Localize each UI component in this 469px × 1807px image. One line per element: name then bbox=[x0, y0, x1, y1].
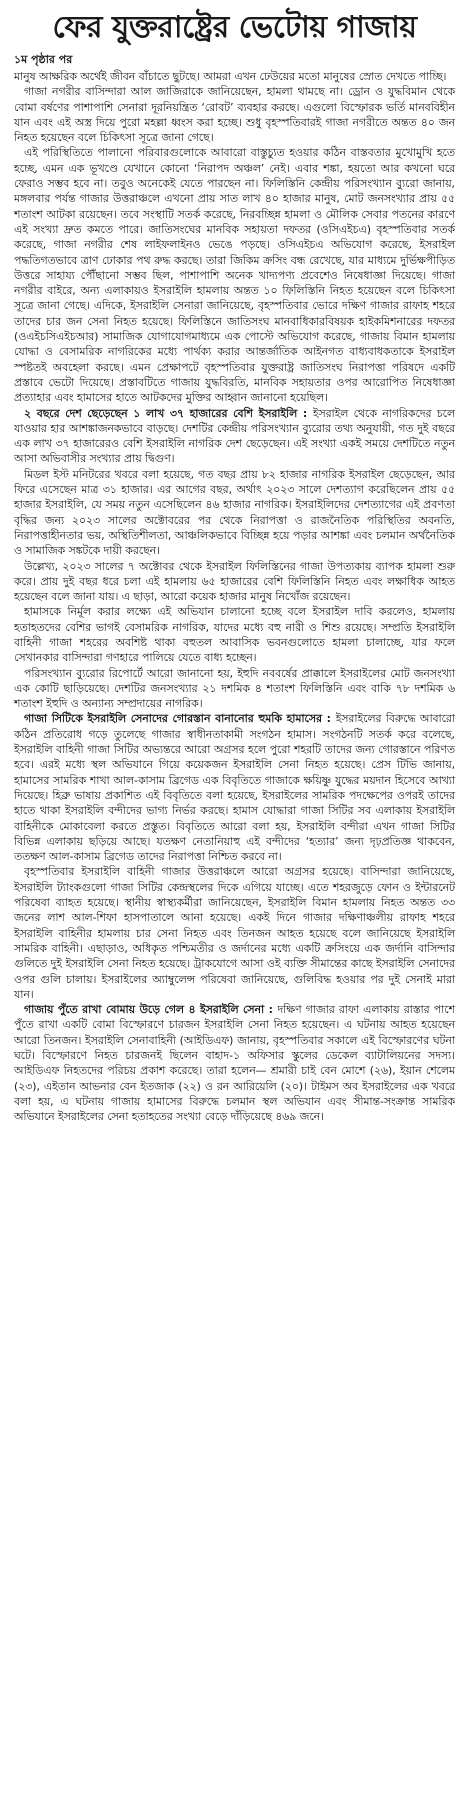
paragraph bbox=[14, 69, 455, 84]
paragraph-text: মিডল ইস্ট মনিটরের খবরে বলা হয়েছে, গত বছর প্রায় ৮২ হাজার নাগরিক ইসরাইল ছেড়েছেন, আর ফিরে এসেছেন মাত্র ৩১ হাজার। এর আগের বছর, অর্থাৎ ২০২৩ সালে দেশত্যাগ করেছিলেন প্রায় ৫৫ হাজার ইসরাইলি, যে সময় নতুন এসেছিলেন ৪৬ হাজার নাগরিক। ইসরাইলিদের দেশত্যাগের এই প্রবণতা বৃদ্ধির জন্য ২০২৩ সালের অক্টোবরের পর থেকে নিরাপত্তা ও রাজনৈতিক পরিস্থিতির অবনতি, নিরাপত্তাহীনতার ভয়, অস্থিতিশীলতা, আঞ্চলিকভাবে বিচ্ছিন্ন হয়ে পড়ার আশঙ্কা এবং চলমান অর্থনৈতিক ও সামাজিক সঙ্কটকে দায়ী করছেন। bbox=[14, 467, 455, 558]
paragraph-text: এই পরিস্থিতিতে পালানো পরিবারগুলোকে আবারো বাস্তুচ্যুত হওয়ার কঠিন বাস্তবতার মুখোমুখি হতে হচ্ছে, এমন এক ভূখণ্ডে যেখানে কোনো ‘নিরাপদ অঞ্চল’ নেই। এবার শঙ্কা, হয়তো আর কখনো ঘরে ফেরাও সম্ভব হবে না। তবুও অনেকেই যেতে পারছেন না। ফিলিস্তিনি কেন্দ্রীয় পরিসংখ্যান ব্যুরো জানায়, মঙ্গলবার পর্যন্ত গাজার উত্তরাঞ্চলে এখনো প্রায় সাত লাখ ৪০ হাজার মানুষ, মোট জনসংখ্যার প্রায় ৫৫ শতাংশ আটকা রয়েছেন। তবে সংস্থাটি সতর্ক করেছে, নিরবচ্ছিন্ন হামলা ও মৌলিক সেবার পতনের কারণে এই সংখ্যা দ্রুত কমতে পারে। জাতিসংঘের মানবিক সহায়তা দফতর (ওসিএইচএ) বৃহস্পতিবার সতর্ক করেছে, গাজা নগরীর শেষ লাইফলাইনও ভেঙে পড়ছে। ওসিএইচএ অভিযোগ করেছে, ইসরাইল পদ্ধতিগতভাবে ত্রাণ ঢোকার পথ রুদ্ধ করছে। তারা জিকিম ক্রসিং বন্ধ রেখেছে, যার মাধ্যমে দুর্ভিক্ষপীড়িত উত্তরে সাহায্য পৌঁছানো সম্ভব ছিল, পাশাপাশি অনেক খাদ্যপণ্য প্রবেশেও নিষেধাজ্ঞা দিয়েছে। গাজা নগরীর বাইরে, অন্য এলাকায়ও ইসরাইলি হামলায় অন্তত ১০ ফিলিস্তিনি নিহত হয়েছেন বলে চিকিৎসা সূত্রে জানা গেছে। এদিকে, ইসরাইলি সেনারা জানিয়েছে, বৃহস্পতিবার ভোরে দক্ষিণ গাজার রাফাহ শহরে তাদের চার জন সেনা নিহত হয়েছে। ফিলিস্তিনে জাতিসংঘ মানবাধিকারবিষয়ক হাইকমিশনারের দফতর (ওএইচসিএইচআর) সামাজিক যোগাযোগমাধ্যমে এক পোস্টে অভিযোগ করেছে, গাজায় বিমান হামলায় যোদ্ধা ও বেসামরিক নাগরিকের মধ্যে পার্থক্য করার আন্তর্জাতিক আইনগত বাধ্যবাধকতাকে ইসরাইল স্পষ্টতই অবহেলা করছে। এমন প্রেক্ষাপটে বৃহস্পতিবার যুক্তরাষ্ট্র জাতিসংঘ নিরাপত্তা পরিষদে একটি প্রস্তাবে ভেটো দিয়েছে। প্রস্তাবটিতে গাজায় যুদ্ধবিরতি, মানবিক সহায়তার ওপর আরোপিত নিষেধাজ্ঞা প্রত্যাহার এবং হামাসের হাতে আটকদের মুক্তির আহ্বান জানানো হয়েছিল। bbox=[14, 146, 455, 405]
article-body bbox=[14, 69, 455, 1124]
paragraph-text: মানুষ আক্ষরিক অর্থেই জীবন বাঁচাতে ছুটছে। আমরা এখন ঢেউয়ের মতো মানুষের স্রোত দেখতে পাচ্ছি। bbox=[14, 70, 447, 83]
section-subhead: গাজায় পুঁতে রাখা বোমায় উড়ে গেল ৪ ইসরাইলি সেনা : bbox=[24, 1003, 278, 1017]
paragraph bbox=[14, 711, 455, 864]
paragraph-text: গাজা নগরীর বাসিন্দারা আল জাজিরাকে জানিয়েছেন, হামলা থামছে না। ড্রোন ও যুদ্ধবিমান থেকে বোমা বর্ষণের পাশাপাশি সেনারা দূরনিয়ন্ত্রিত ‘রোবট’ ব্যবহার করছে। এগুলো বিস্ফোরক ভর্তি মানববিহীন যান এবং এই অস্ত্র দিয়ে পুরো মহল্লা ধ্বংস করা হচ্ছে। শুধু বৃহস্পতিবারই গাজা নগরীতে অন্তত ৪০ জন নিহত হয়েছেন বলে চিকিৎসা সূত্রে জানা গেছে। bbox=[14, 85, 455, 145]
paragraph bbox=[14, 84, 455, 145]
paragraph bbox=[14, 864, 455, 1002]
paragraph-text: পরিসংখ্যান ব্যুরোর রিপোর্টে আরো জানানো হয়, ইহুদি নববর্ষের প্রাক্কালে ইসরাইলের মোট জনসংখ্যা এক কোটি ছাড়িয়েছে। দেশটির জনসংখ্যার ২১ দশমিক ৪ শতাংশ ফিলিস্তিনি এবং বাকি ৭৮ দশমিক ৬ শতাংশ ইহুদি ও অন্যান্য সম্প্রদায়ের নাগরিক। bbox=[14, 666, 455, 711]
paragraph bbox=[14, 559, 455, 605]
headline: ফের যুক্তরাষ্ট্রের ভেটোয় গাজায় bbox=[52, 10, 417, 45]
section-subhead: গাজা সিটিকে ইসরাইলি সেনাদের গোরস্তান বানানোর হুমকি হামাসের : bbox=[24, 712, 336, 726]
paragraph bbox=[14, 145, 455, 405]
paragraph-text: বৃহস্পতিবার ইসরাইলি বাহিনী গাজার উত্তরাঞ্চলে আরো অগ্রসর হয়েছে। বাসিন্দারা জানিয়েছে, ইসরাইলি ট্যাংকগুলো গাজা সিটির কেন্দ্রস্থলের দিকে এগিয়ে যাচ্ছে। এতে শহরজুড়ে ফোন ও ইন্টারনেট পরিষেবা ব্যাহত হয়েছে। স্থানীয় স্বাস্থ্যকর্মীরা জানিয়েছেন, ইসরাইলি বিমান হামলায় নিহত অন্তত ৩৩ জনের লাশ আল-শিফা হাসপাতালে আনা হয়েছে। একই দিনে গাজার দক্ষিণাঞ্চলীয় রাফাহ শহরে ইসরাইলি বাহিনীর হামলায় চার সেনা নিহত এবং তিনজন আহত হয়েছে বলে জানিয়েছে ইসরাইলি সামরিক বাহিনী। এছাড়াও, অধিকৃত পশ্চিমতীর ও জর্দানের মধ্যে একটি ক্রসিংয়ে এক জর্দানি বাসিন্দার গুলিতে দুই ইসরাইলি সেনা নিহত হয়েছে। ট্রাকযোগে আসা ওই ব্যক্তি সীমান্তের কাছে ইসরাইলি সেনাদের ওপর গুলি চালায়। ইসরাইলের অ্যাম্বুলেন্স পরিষেবা জানিয়েছে, গুলিবিদ্ধ হওয়ার পর দুই সেনাই মারা যান। bbox=[14, 865, 455, 1001]
paragraph bbox=[14, 604, 455, 665]
paragraph-text: দক্ষিণ গাজার রাফা এলাকায় রাস্তার পাশে পুঁতে রাখা একটি বোমা বিস্ফোরণে চারজন ইসরাইলি সেনা নিহত হয়েছেন। এ ঘটনায় আহত হয়েছেন আরো তিনজন। ইসরাইলি সেনাবাহিনী (আইডিএফ) জানায়, বৃহস্পতিবার সকালে এই বিস্ফোরণের ঘটনা ঘটে। বিস্ফোরণে নিহত চারজনই ছিলেন বাহাদ-১ অফিসার স্কুলের ডেকেল ব্যাটালিয়নের সদস্য। আইডিএফ নিহতদের পরিচয় প্রকাশ করেছে। তারা হলেন— শ্রমারী চাই বেন মোশে (২৬), ইয়ান শেলেম (২৩), এইতান আভনার বেন ইতজাক (২২) ও রন আরিয়েলি (২০)। টাইমস অব ইসরাইলের এক খবরে বলা হয়, এ ঘটনায় গাজায় হামাসের বিরুদ্ধে চলমান স্থল অভিযান এবং সীমান্ত-সংক্রান্ত সামরিক অভিযানে ইসরাইলের সেনা হতাহতের সংখ্যা বেড়ে দাঁড়িয়েছে ৪৬৯ জনে। bbox=[14, 1003, 455, 1124]
continued-from-label: ১ম পৃষ্ঠার পর bbox=[14, 53, 73, 66]
paragraph-text: উল্লেখ্য, ২০২৩ সালের ৭ অক্টোবর থেকে ইসরাইল ফিলিস্তিনের গাজা উপত্যকায় ব্যাপক হামলা শুরু করে। প্রায় দুই বছর ধরে চলা এই হামলায় ৬৫ হাজারের বেশি ফিলিস্তিনি নিহত এবং লক্ষাধিক আহত হয়েছেন বলে জানা যায়। এ ছাড়া, আরো কয়েক হাজার মানুষ নিখোঁজ রয়েছেন। bbox=[14, 559, 455, 604]
paragraph-text: ইসরাইল থেকে নাগরিকদের চলে যাওয়ার হার আশঙ্কাজনকভাবে বাড়ছে। দেশটির কেন্দ্রীয় পরিসংখ্যান ব্যুরোর তথ্য অনুযায়ী, গত দুই বছরে এক লাখ ৩৭ হাজারেরও বেশি ইসরাইলি নাগরিক দেশ ছেড়েছেন। এই সংখ্যা একই সময়ে দেশটিতে নতুন আসা অভিবাসীর সংখ্যার প্রায় দ্বিগুণ। bbox=[14, 406, 455, 466]
section-subhead: ২ বছরে দেশ ছেড়েছেন ১ লাখ ৩৭ হাজারের বেশি ইসরাইলি : bbox=[24, 406, 313, 420]
paragraph bbox=[14, 406, 455, 467]
paragraph bbox=[14, 1002, 455, 1124]
paragraph bbox=[14, 666, 455, 712]
paragraph-text: হামাসকে নির্মূল করার লক্ষ্যে এই অভিযান চালানো হচ্ছে বলে ইসরাইল দাবি করলেও, হামলায় হতাহতদের বেশির ভাগই বেসামরিক নাগরিক, যাদের মধ্যে বহু নারী ও শিশু রয়েছে। সম্প্রতি ইসরাইলি বাহিনী গাজা শহরের অবশিষ্ট থাকা বহুতল আবাসিক ভবনগুলোতে হামলা চালাচ্ছে, যার ফলে সেখানকার বাসিন্দারা গণহারে পালিয়ে যেতে বাধ্য হচ্ছেন। bbox=[14, 605, 455, 665]
paragraph-text: ইসরাইলের বিরুদ্ধে আবারো কঠিন প্রতিরোধ গড়ে তুলেছে গাজার স্বাধীনতাকামী সংগঠন হামাস। সংগঠনটি সতর্ক করে বলেছে, ইসরাইলি বাহিনী গাজা সিটির অভ্যন্তরে আরো অগ্রসর হলে পুরো শহরটি তাদের জন্য গোরস্তানে পরিণত হবে। এরই মধ্যে স্থল অভিযানে গিয়ে কয়েকজন ইসরাইলি সেনা নিহত হয়েছে। প্রেস টিভি জানায়, হামাসের সামরিক শাখা আল-কাসাম ব্রিগেড এক বিবৃতিতে গাজাকে ক্ষয়িষ্ণু যুদ্ধের ময়দান হিসেবে আখ্যা দিয়েছে। হিব্রু ভাষায় প্রকাশিত এই বিবৃতিতে বলা হয়েছে, ইসরাইলের সামরিক পদক্ষেপের ওপরই তাদের হাতে থাকা ইসরাইলি বন্দীদের ভাগ্য নির্ভর করছে। হামাস যোদ্ধারা গাজা সিটির সব এলাকায় ইসরাইলি বাহিনীকে মোকাবেলা করতে প্রস্তুত। বিবৃতিতে আরো বলা হয়, ইসরাইলি বন্দীরা এখন গাজা সিটির বিভিন্ন এলাকায় ছড়িয়ে আছে। যতক্ষণ নেতানিয়াহু এই বন্দীদের ‘হত্যার’ জন্য দৃঢ়প্রতিজ্ঞ থাকবেন, ততক্ষণ আল-কাসাম ব্রিগেড তাদের নিরাপত্তা নিশ্চিত করবে না। bbox=[14, 712, 455, 864]
paragraph bbox=[14, 467, 455, 559]
